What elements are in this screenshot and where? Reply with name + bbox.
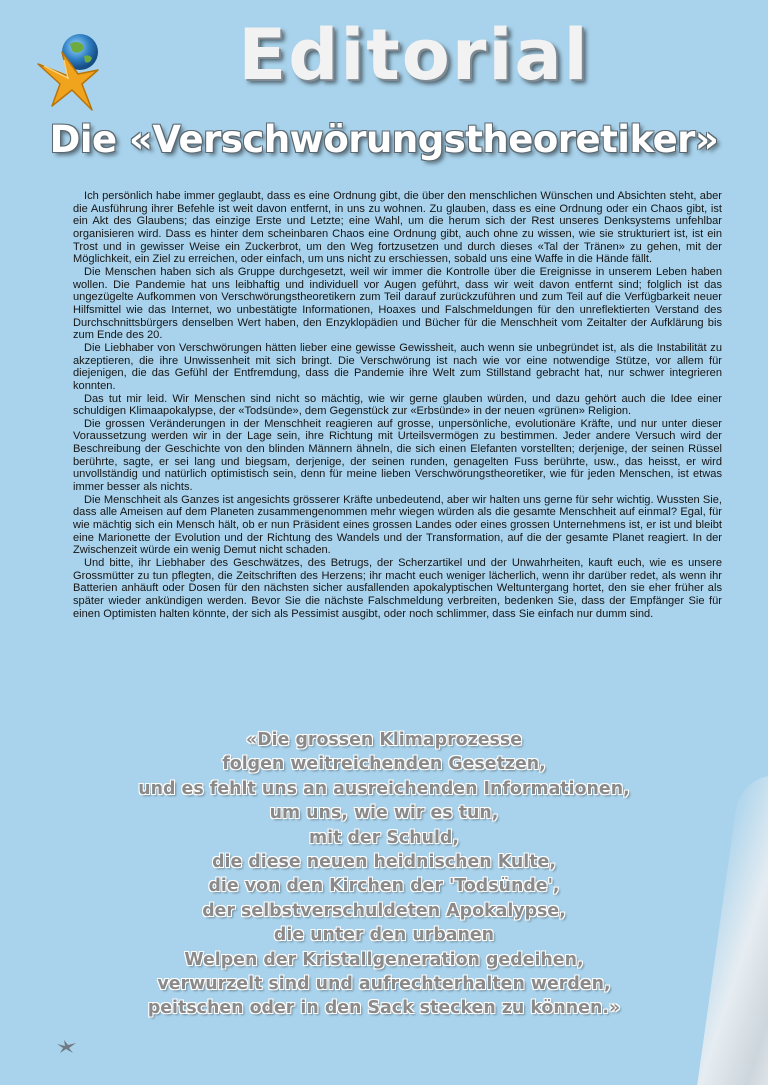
pull-quote: [0, 728, 768, 1021]
pull-quote-line: peitschen oder in den Sack stecken zu können.»: [147, 998, 621, 1019]
article-paragraph: Die Menschheit als Ganzes ist angesichts grösserer Kräfte unbedeutend, aber wir halten uns gerne für sehr wichtig. Wussten Sie, dass alle Ameisen auf dem Planeten zusammengenommen mehr wiegen würden als die gesamte Menschheit auf einmal? Egal, für wie mächtig sich ein Mensch hält, ob er nun Präsident eines grossen Landes oder eines grossen Unternehmens ist, er ist und bleibt eine Marionette der Evolution und der Richtung des Wandels und der Transformation, auf die der gesamte Planet reagiert. In der Zwischenzeit würde ein wenig Demut nicht schaden.: [73, 493, 722, 557]
pull-quote-line: mit der Schuld,: [309, 827, 459, 848]
pull-quote-line: und es fehlt uns an ausreichenden Informationen,: [138, 778, 630, 799]
masthead-title: Editorial: [238, 14, 590, 96]
article-body: [73, 190, 722, 620]
pull-quote-line: folgen weitreichenden Gesetzen,: [222, 754, 546, 775]
pull-quote-line: die unter den urbanen: [273, 925, 495, 946]
pull-quote-line: «Die grossen Klimaprozesse: [245, 730, 523, 750]
article-paragraph: Ich persönlich habe immer geglaubt, dass es eine Ordnung gibt, die über den menschlichen Wünschen und Absichten steht, aber die Ausführung ihrer Befehle ist weit davon entfernt, in uns zu wohnen. Zu glauben, dass es eine Ordnung oder ein Chaos gibt, ist ein Akt des Glaubens; das einzige Erste und Letzte; eine Wahl, um die herum sich der Rest unseres Denksystems unfehlbar organisieren wird. Dass es hinter dem scheinbaren Chaos eine Ordnung gibt, auch ohne zu wissen, wie sie strukturiert ist, ist ein Trost und in gewisser Weise ein Zuckerbrot, um den Weg fortzusetzen und durch dieses «Tal der Tränen» zu gehen, mit der Möglichkeit, ein Ziel zu erreichen, oder einfach, um uns nicht zu erschiessen, sobald uns eine Waffe in die Hände fällt.: [73, 190, 722, 266]
article-paragraph: Und bitte, ihr Liebhaber des Geschwätzes, des Betrugs, der Scherzartikel und der Unwahrheiten, kauft euch, wie es unsere Grossmütter zu tun pflegten, die Zeitschriften des Herzens; ihr macht euch weniger lächerlich, wenn ihr darüber redet, als wenn ihr Batterien anhäuft oder Dosen für den nächsten sicher ausfallenden apokalyptischen Weltuntergang hortet, den sie eher früher als später wieder ankündigen werden. Bevor Sie die nächste Falschmeldung verbreiten, bedenken Sie, dass der Empfänger Sie für einen Optimisten halten könnte, der sich als Pessimist ausgibt, oder noch schlimmer, dass Sie einfach nur dumm sind.: [73, 557, 722, 620]
pull-quote-line: die diese neuen heidnischen Kulte,: [212, 852, 556, 873]
article-paragraph: Die grossen Veränderungen in der Menschheit reagieren auf grosse, unpersönliche, evolutionäre Kräfte, und nur unter dieser Voraussetzung werden wir in der Lage sein, ihre Richtung mit Urteilsvermögen zu bestimmen. Jeder andere Versuch wird der Beschreibung der Geschichte von den blinden Männern ähneln, die sich einen Elefanten vorstellten; derjenige, der seinen Rüssel berührte, sagte, er sei lang und biegsam, derjenige, der seinen runden, genagelten Fuss berührte, usw., das heisst, er wird unvollständig und natürlich optimistisch sein, denn für meine lieben Verschwörungstheoretiker, wie für jeden Menschen, ist etwas immer besser als nichts.: [73, 417, 722, 494]
small-star-mark-icon: [56, 1038, 78, 1054]
article-paragraph: Das tut mir leid. Wir Menschen sind nicht so mächtig, wie wir gerne glauben würden, und dazu gehört auch die Idee einer schuldigen Klimaapokalypse, der «Todsünde», dem Gegenstück zur «Erbsünde» in der neuen «grünen» Religion.: [73, 392, 722, 418]
pull-quote-line: der selbstverschuldeten Apokalypse,: [202, 900, 566, 921]
article-paragraph: Die Liebhaber von Verschwörungen hätten lieber eine gewisse Gewissheit, auch wenn sie unbegründet ist, als die Instabilität zu akzeptieren, die ihre Unwissenheit mit sich bringt. Die Verschwörung ist nach wie vor eine notwendige Stütze, vor allem für diejenigen, die das Gefühl der Entfremdung, dass die Pandemie ihre Welt zum Stillstand gebracht hat, nur schwer integrieren konnten.: [73, 341, 722, 392]
pull-quote-line: Welpen der Kristallgeneration gedeihen,: [184, 949, 584, 970]
pull-quote-line: um uns, wie wir es tun,: [269, 803, 499, 824]
article-paragraph: Die Menschen haben sich als Gruppe durchgesetzt, weil wir immer die Kontrolle über die Ereignisse in unserem Leben haben wollen. Die Pandemie hat uns leibhaftig und individuell vor Augen geführt, dass wir weit davon entfernt sind; folglich ist das ungezügelte Aufkommen von Verschwörungstheoretikern zum Teil darauf zurückzuführen und zum Teil auf die Verfügbarkeit neuer Hilfsmittel wie das Internet, wo unbestätigte Informationen, Hoaxes und Falschmeldungen für den unreflektierten Verstand des Durchschnittsbürgers denselben Wert haben, den Enzyklopädien und Bücher für die Menschheit vom Zeitalter der Aufklärung bis zum Ende des 20.: [73, 265, 722, 342]
pull-quote-line: verwurzelt sind und aufrechterhalten werden,: [157, 974, 611, 995]
article-headline: Die «Verschwörungstheoretiker»: [49, 118, 719, 161]
pull-quote-line: die von den Kirchen der 'Todsünde',: [208, 876, 560, 897]
